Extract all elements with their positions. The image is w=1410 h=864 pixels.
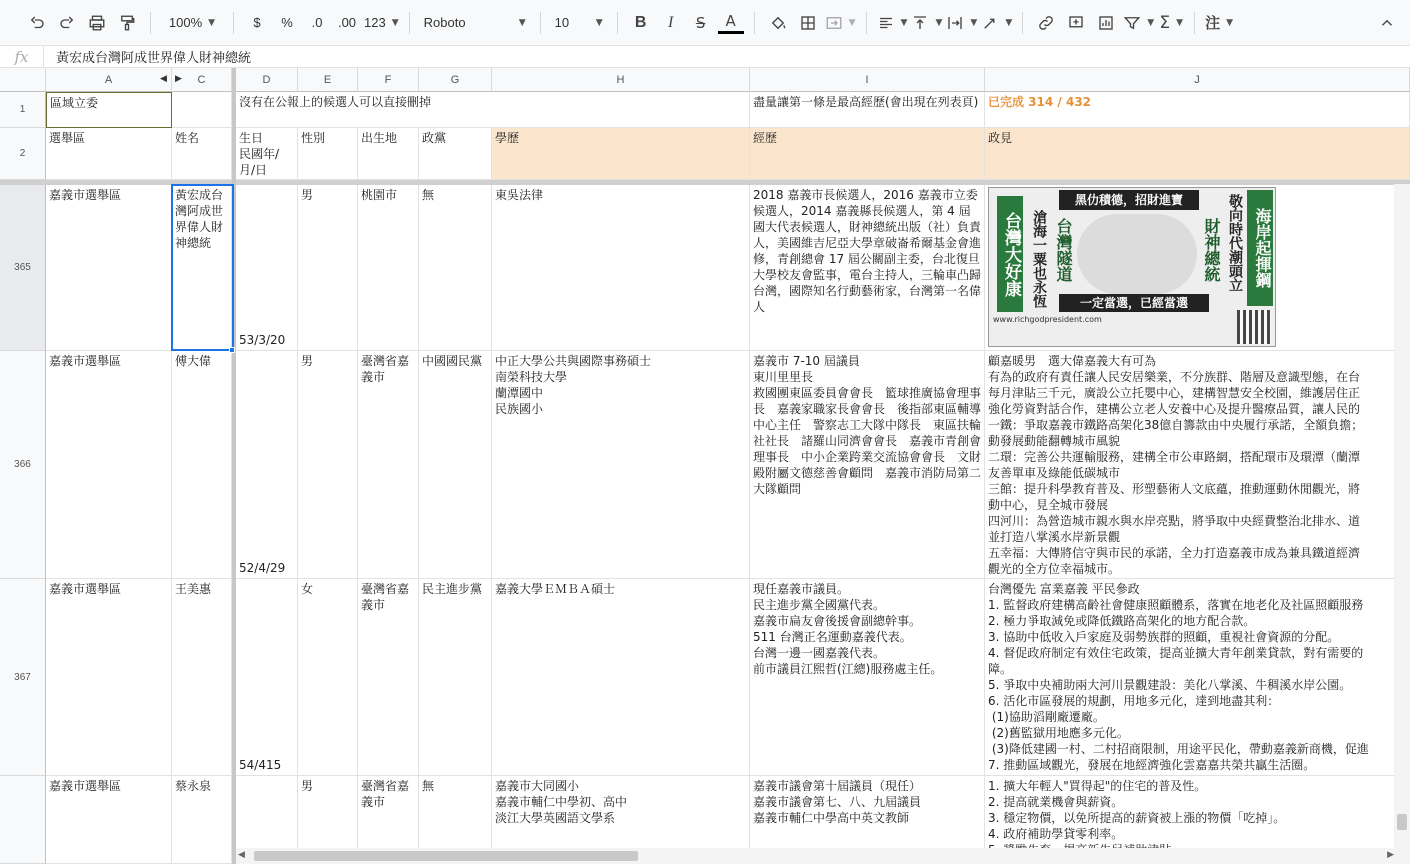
column-header-d[interactable]: D	[236, 68, 298, 92]
toolbar-divider	[409, 12, 410, 34]
cell-g368[interactable]: 無	[419, 776, 492, 864]
chevron-down-icon: ▼	[848, 17, 856, 28]
chevron-down-icon: ▼	[208, 17, 216, 28]
header-district[interactable]: 選舉區	[46, 128, 172, 180]
cell-g367[interactable]: 民主進步黨	[419, 579, 492, 776]
insert-chart-icon[interactable]	[1093, 9, 1119, 37]
chevron-down-icon: ▼	[970, 17, 978, 28]
more-formats-label: 123	[364, 15, 386, 30]
vertical-align-icon[interactable]	[911, 9, 942, 37]
cell-j367[interactable]: 台灣優先 富業嘉義 平民參政 1. 監督政府建構高齡社會健康照顧體系，落實在地老化及社區照顧服務 2. 極力爭取減免或降低鐵路高架化的地方配合款。 3. 協助中低收入戶家庭及弱勢族群的照顧，重視社會資源的分配。 4. 督促政府制定有效住宅政策，提高並擴大青年創業貸款，對有需要的 障。 5. 爭取中央補助兩大河川景觀建設：美化八掌溪、牛稠溪水岸公園。 6. 活化市區發展的規劃，用地多元化，達到地盡其利： (1)協助滔剛廠遷廠。 (2)舊監獄用地應多元化。 (3)降低建國一村、二村招商限制，用途平民化，帶動嘉義新商機，促進 7. 推動區域觀光，發展在地經濟強化雲嘉嘉共榮共贏生活圈。	[985, 579, 1410, 776]
cell-h366[interactable]: 中正大學公共與國際事務碩士 南榮科技大學 蘭潭國中 民族國小	[492, 351, 750, 579]
horizontal-scrollbar[interactable]	[236, 848, 1396, 864]
poster-top-banner: 黑仂積德，招財進寶	[1059, 190, 1199, 210]
redo-icon[interactable]	[54, 9, 80, 37]
toolbar-divider	[617, 12, 618, 34]
formula-bar	[0, 46, 1410, 68]
toolbar-divider	[1022, 12, 1023, 34]
horizontal-align-icon[interactable]	[877, 9, 908, 37]
cell-e365[interactable]: 男	[298, 185, 358, 351]
row-header-365[interactable]: 365	[0, 185, 46, 351]
cell-f368[interactable]: 臺灣省嘉義市	[358, 776, 419, 864]
cell-a368[interactable]: 嘉義市選舉區	[46, 776, 172, 864]
poster-column-5: 敬向時代潮頭立	[1227, 194, 1243, 292]
header-party[interactable]: 政黨	[419, 128, 492, 180]
cell-c368[interactable]: 蔡永泉	[172, 776, 232, 864]
borders-icon[interactable]	[795, 9, 821, 37]
more-formats-select[interactable]	[364, 9, 399, 37]
cell-i367[interactable]: 現任嘉義市議員。 民主進步黨全國黨代表。 嘉義市扁友會後援會副總幹事。 511 台灣正名運動嘉義代表。 台灣一邊一國嘉義代表。 前市議員江熙哲(江總)服務處主任。	[750, 579, 985, 776]
cell-d367[interactable]: 54/415	[236, 579, 298, 776]
cell-a367[interactable]: 嘉義市選舉區	[46, 579, 172, 776]
strikethrough-button[interactable]: S	[695, 13, 706, 32]
hidden-column-left-arrow-icon[interactable]: ◀	[160, 74, 167, 84]
row-header-368[interactable]	[0, 776, 46, 864]
print-icon[interactable]	[84, 9, 110, 37]
corner-select-all[interactable]	[0, 68, 46, 92]
header-gender[interactable]: 性別	[298, 128, 358, 180]
row-header-2[interactable]: 2	[0, 128, 46, 180]
poster-map-graphic	[1077, 214, 1197, 294]
column-header-e[interactable]: E	[298, 68, 358, 92]
poster-footer-text: www.richgodpresident.com	[993, 315, 1102, 324]
insert-link-icon[interactable]	[1033, 9, 1059, 37]
fx-icon: fx	[0, 46, 44, 68]
insert-comment-icon[interactable]	[1063, 9, 1089, 37]
chevron-down-icon: ▼	[391, 17, 399, 28]
cell-h368[interactable]: 嘉義市大同國小 嘉義市輔仁中學初、高中 淡江大學英國語文學系	[492, 776, 750, 864]
header-experience[interactable]: 經歷	[750, 128, 985, 180]
text-rotation-icon[interactable]	[981, 9, 1012, 37]
formula-input[interactable]: 黃宏成台灣阿成世界偉人財神總統	[56, 51, 252, 66]
toolbar-divider	[233, 12, 234, 34]
notes-button[interactable]	[1205, 9, 1233, 37]
header-birthplace[interactable]: 出生地	[358, 128, 419, 180]
toolbar-divider	[150, 12, 151, 34]
chevron-down-icon: ▼	[518, 17, 526, 28]
cell-c1[interactable]	[172, 92, 232, 128]
cell-g366[interactable]: 中國國民黨	[419, 351, 492, 579]
paint-format-icon[interactable]	[114, 9, 140, 37]
font-select[interactable]	[420, 9, 530, 37]
column-header-i[interactable]: I	[750, 68, 985, 92]
cell-i1[interactable]: 盡量讓第一條是最高經歷(會出現在列表頁)	[750, 92, 985, 128]
chevron-down-icon: ▼	[935, 17, 943, 28]
toolbar-divider	[540, 12, 541, 34]
cell-f367[interactable]: 臺灣省嘉義市	[358, 579, 419, 776]
row-header-367[interactable]: 367	[0, 579, 46, 776]
currency-format-button[interactable]: $	[253, 15, 261, 30]
qr-code-image	[1237, 310, 1271, 344]
column-header-c[interactable]: C	[172, 68, 232, 92]
poster-column-4: 財神總統	[1202, 218, 1221, 282]
cell-i366[interactable]: 嘉義市 7-10 屆議員 東川里里長 救國團東區委員會會長 籃球推廣協會理事長 嘉義家職家長會會長 後指部東區輔導中心主任 警察志工大隊中隊長 東區扶輪社社長 諸羅山同濟會會長 嘉義市青創會理事長 中小企業跨業交流協會會長 文財殿附屬文德慈善會顧問 嘉義市消防局第二大隊顧問	[750, 351, 985, 579]
decrease-decimal-button[interactable]: .0	[311, 15, 323, 30]
percent-format-button[interactable]: %	[281, 15, 293, 30]
vertical-scrollbar[interactable]	[1394, 184, 1410, 864]
font-size-value: 10	[554, 15, 570, 30]
increase-decimal-button[interactable]: .00	[337, 15, 357, 30]
cell-j368[interactable]: 1. 擴大年輕人"買得起"的住宅的普及性。 2. 提高就業機會與薪資。 3. 穩定物價，以免所提高的薪資被上漲的物價「吃掉」。 4. 政府補助學貸零利率。	[985, 776, 1410, 864]
column-header-f[interactable]: F	[358, 68, 419, 92]
text-wrap-icon[interactable]	[946, 9, 977, 37]
hidden-column-right-arrow-icon[interactable]: ▶	[175, 74, 182, 84]
selected-cell-outline	[171, 184, 234, 351]
zoom-value: 100%	[168, 15, 203, 30]
column-header-g[interactable]: G	[419, 68, 492, 92]
cell-g365[interactable]: 無	[419, 185, 492, 351]
cell-f365[interactable]: 桃園市	[358, 185, 419, 351]
spreadsheet-grid	[0, 68, 1410, 864]
bold-button[interactable]: B	[634, 13, 647, 31]
cell-a365[interactable]: 嘉義市選舉區	[46, 185, 172, 351]
cell-a1[interactable]: 區域立委	[46, 92, 172, 128]
chevron-down-icon: ▼	[1176, 17, 1183, 28]
chevron-down-icon: ▼	[1005, 17, 1013, 28]
cell-d1[interactable]: 沒有在公報上的候選人可以直接刪掉	[236, 92, 750, 128]
poster-left-column: 台灣大好康	[997, 196, 1023, 312]
toolbar-divider	[866, 12, 867, 34]
cell-c367[interactable]: 王美惠	[172, 579, 232, 776]
italic-button[interactable]: I	[667, 13, 674, 31]
poster-column-2: 滄海一粟也永恆	[1031, 210, 1047, 308]
toolbar	[0, 0, 1410, 46]
row-header-1[interactable]: 1	[0, 92, 46, 128]
scroll-right-arrow-icon[interactable]: ▶	[1387, 850, 1394, 860]
poster-right-column: 海岸起揮鋼	[1247, 190, 1273, 306]
fill-color-icon[interactable]	[765, 9, 791, 37]
column-header-j[interactable]: J	[985, 68, 1410, 92]
filter-icon[interactable]	[1123, 9, 1154, 37]
cell-c366[interactable]: 傅大偉	[172, 351, 232, 579]
font-size-select[interactable]	[551, 9, 607, 37]
cell-e368[interactable]: 男	[298, 776, 358, 864]
cell-h365[interactable]: 東吳法律	[492, 185, 750, 351]
cell-a366[interactable]: 嘉義市選舉區	[46, 351, 172, 579]
poster-bottom-banner: 一定當選，已經當選	[1059, 294, 1209, 312]
cell-f366[interactable]: 臺灣省嘉義市	[358, 351, 419, 579]
toolbar-divider	[754, 12, 755, 34]
column-header-h[interactable]: H	[492, 68, 750, 92]
undo-icon[interactable]	[24, 9, 50, 37]
cell-e366[interactable]: 男	[298, 351, 358, 579]
progress-counter[interactable]: 已完成 314 / 432	[985, 92, 1410, 128]
chevron-up-icon[interactable]	[1374, 9, 1400, 37]
vertical-scroll-thumb[interactable]	[1397, 814, 1407, 830]
poster-column-3: 台灣隧道	[1054, 218, 1073, 282]
text-color-button[interactable]: A	[718, 12, 744, 34]
cell-h367[interactable]: 嘉義大學ＥＭＢＡ碩士	[492, 579, 750, 776]
campaign-poster-image[interactable]	[988, 187, 1276, 347]
cell-d366[interactable]: 52/4/29	[236, 351, 298, 579]
merge-cells-icon[interactable]	[825, 9, 856, 37]
chevron-down-icon: ▼	[900, 17, 908, 28]
header-education[interactable]: 學歷	[492, 128, 750, 180]
row-header-366[interactable]: 366	[0, 351, 46, 579]
cell-i365[interactable]: 2018 嘉義市長候選人，2016 嘉義市立委 候選人，2014 嘉義縣長候選人，第 4 屆 國大代表候選人，財神總統出版（社）負責人，美國維吉尼亞大學章破崙希爾基金會進修，青創總會 17 屆公關副主委，台北復旦大學校友會監事，電台主持人，三輪車凸歸台灣，國際知名行動藝術家，台灣第一名偉人	[750, 185, 985, 351]
column-header-a[interactable]: A	[46, 68, 172, 92]
scroll-left-arrow-icon[interactable]: ◀	[238, 850, 245, 860]
cell-e367[interactable]: 女	[298, 579, 358, 776]
header-name[interactable]: 姓名	[172, 128, 232, 180]
cell-j366[interactable]: 顧嘉暖男 選大偉嘉義大有可為 有為的政府有責任讓人民安居樂業，不分族群、階層及意識型態，在台 每月津貼三千元，廣設公立托嬰中心，建構智慧安全校園，維護居住正 強化勞資對話合作，建構公立老人安養中心及提升醫療品質，讓人民的 一鐵：爭取嘉義市鐵路高架化38億自籌款由中央履行承諾，全額負擔； 動發展動能翻轉城市風貌 二環：完善公共運輸服務，建構全市公車路網，搭配環市及環潭（蘭潭 友善單車及綠能低碳城市 三館：提升科學教育普及、形塑藝術人文底蘊，推動運動休閒觀光，將 動中心，見全城市發展 四河川：為營造城市親水與水岸亮點，將爭取中央經費整治北排水、道 並打造八掌溪水岸新景觀 五幸福：大傳將信守與市民的承諾，全力打造嘉義市成為兼具鐵道經濟 觀光的全方位幸福城市。	[985, 351, 1410, 579]
toolbar-divider	[1194, 12, 1195, 34]
header-platform[interactable]: 政見	[985, 128, 1410, 180]
cell-i368[interactable]: 嘉義市議會第十屆議員（現任） 嘉義市議會第七、八、九屆議員 嘉義市輔仁中學高中英文教師	[750, 776, 985, 864]
notes-label: 注	[1205, 14, 1221, 32]
header-birthday[interactable]: 生日 民國年/ 月/日	[236, 128, 298, 180]
chevron-down-icon: ▼	[595, 17, 603, 28]
functions-icon[interactable]: Σ ▼	[1159, 12, 1183, 33]
fill-handle[interactable]	[229, 347, 235, 353]
zoom-select[interactable]	[161, 9, 223, 37]
chevron-down-icon: ▼	[1147, 17, 1155, 28]
font-value: Roboto	[423, 15, 466, 30]
horizontal-scroll-thumb[interactable]	[254, 851, 638, 861]
cell-d365[interactable]: 53/3/20	[236, 185, 298, 351]
cell-c365[interactable]: 黃宏成台灣阿成世界偉人財神總統	[172, 185, 232, 351]
chevron-down-icon: ▼	[1226, 17, 1234, 28]
